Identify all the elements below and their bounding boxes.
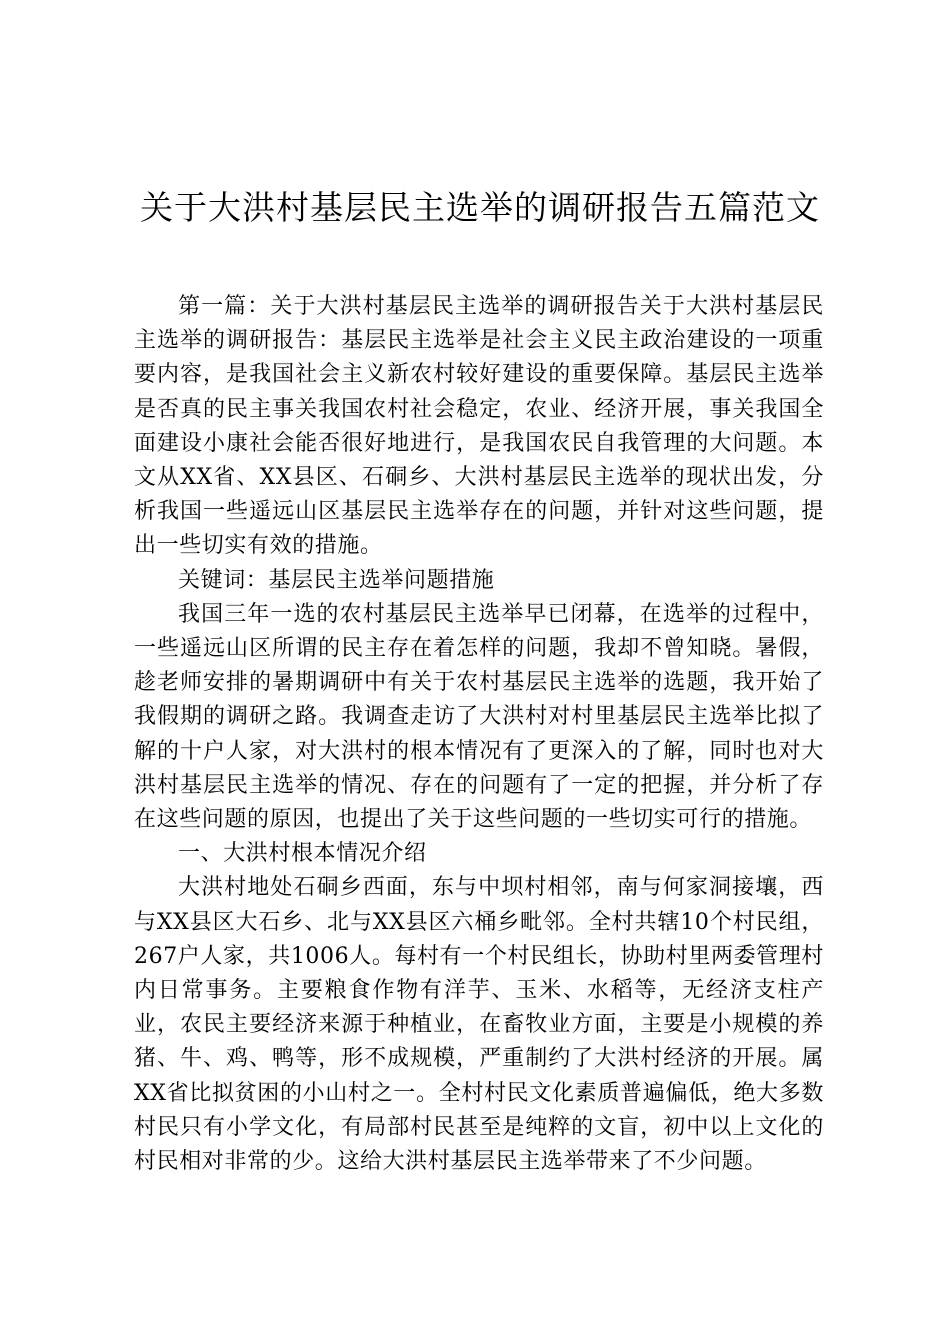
paragraph-background: 我国三年一选的农村基层民主选举早已闭幕，在选举的过程中，一些遥远山区所谓的民主存在着怎样的问题，我却不曾知晓。暑假，趁老师安排的暑期调研中有关于农村基层民主选举的选题，我开始了我假期的调研之路。我调查走访了大洪村对村里基层民主选举比拟了解的十户人家，对大洪村的根本情况有了更深入的了解，同时也对大洪村基层民主选举的情况、存在的问题有了一定的把握，并分析了存在这些问题的原因，也提出了关于这些问题的一些切实可行的措施。 (134, 601, 824, 833)
section-heading: 一、大洪村根本情况介绍 (178, 841, 427, 867)
paragraph-intro: 第一篇：关于大洪村基层民主选举的调研报告关于大洪村基层民主选举的调研报告：基层民主选举是社会主义民主政治建设的一项重要内容，是我国社会主义新农村较好建设的重要保障。基层民主选举是否真的民主事关我国农村社会稳定，农业、经济开展，事关我国全面建设小康社会能否很好地进行，是我国农民自我管理的大问题。本文从XX省、XX县区、石硐乡、大洪村基层民主选举的现状出发，分析我国一些遥远山区基层民主选举存在的问题，并针对这些问题，提出一些切实有效的措施。 (134, 294, 824, 559)
paragraph-village-overview: 大洪村地处石硐乡西面，东与中坝村相邻，南与何家洞接壤，西与XX县区大石乡、北与XX县区六桶乡毗邻。全村共辖10个村民组，267户人家，共1006人。每村有一个村民组长，协助村里两委管理村内日常事务。主要粮食作物有洋芋、玉米、水稻等，无经济支柱产业，农民主要经济来源于种植业，在畜牧业方面，主要是小规模的养猪、牛、鸡、鸭等，形不成规模，严重制约了大洪村经济的开展。属XX省比拟贫困的小山村之一。全村村民文化素质普遍偏低，绝大多数村民只有小学文化，有局部村民甚至是纯粹的文盲，初中以上文化的村民相对非常的少。这给大洪村基层民主选举带来了不少问题。 (134, 875, 824, 1175)
paragraph-keywords: 关键词：基层民主选举问题措施 (178, 567, 495, 593)
document-body (134, 290, 824, 1179)
document-title: 关于大洪村基层民主选举的调研报告五篇范文 (140, 188, 820, 227)
